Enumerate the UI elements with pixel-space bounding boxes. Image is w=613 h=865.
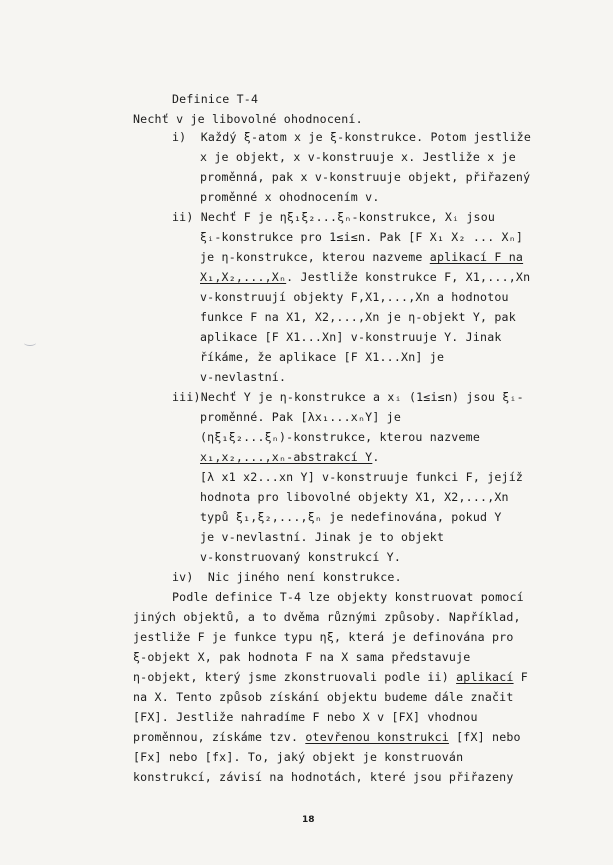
paragraph-line: ξ-objekt X, pak hodnota F na X sama představuje [133,650,471,664]
paragraph-line: [FX]. Jestliže nahradíme F nebo X v [FX] vhodnou [133,710,478,724]
paragraph-line: [Fx] nebo [fx]. To, jaký objekt je konstruován [133,750,464,764]
intro-line: Nechť v je libovolné ohodnocení. [133,112,363,126]
paragraph-text: [fX] nebo [448,730,521,744]
abstraction-term: x₁,x₂,...,xₙ-abstrakcí Y [200,450,373,464]
item-iii-line: iii)Nechť Y je η-konstrukce a xᵢ (1≤i≤n) jsou ξᵢ- [172,390,524,404]
item-iii-line: je v-nevlastní. Jinak je to objekt [200,530,445,544]
page-number: 18 [302,815,315,825]
item-ii-line [200,270,530,284]
application-args-term: X₁,X₂,...,Xₙ [200,270,287,284]
item-ii-line: funkce F na X1, X2,...,Xn je η-objekt Y, pak [200,310,516,324]
item-iii-text: . [372,450,380,464]
paragraph-line: jiných objektů, a to dvěma různými způsoby. Například, [133,610,521,624]
item-iii-line: typů ξ₁,ξ₂,...,ξₙ je nedefinována, pokud Y [200,510,502,524]
paragraph-line [133,670,528,684]
item-i-line: proměnná, pak x v-konstruuje objekt, přiřazený [200,170,531,184]
item-ii-line [200,250,523,264]
paragraph-text: proměnnou, získáme tzv. [133,730,306,744]
punch-hole-mark [24,340,36,346]
item-ii-line: ξᵢ-konstrukce pro 1≤i≤n. Pak [F X₁ X₂ ... Xₙ] [200,230,524,244]
paragraph-line: Podle definice T-4 lze objekty konstruovat pomocí [172,590,524,604]
paragraph-line: na X. Tento způsob získání objektu budeme dále značit [133,690,514,704]
item-i-line: x je objekt, x v-konstruuje x. Jestliže x je [200,150,516,164]
definition-heading: Definice T-4 [172,92,259,106]
item-iii-line: proměnné. Pak [λx₁...xₙY] je [200,410,402,424]
item-iv-line: iv) Nic jiného není konstrukce. [172,570,402,584]
item-i-line: i) Každý ξ-atom x je ξ-konstrukce. Potom jestliže [172,130,532,144]
item-ii-text: je η-konstrukce, kterou nazveme [200,250,430,264]
item-iii-line: [λ x1 x2...xn Y] v-konstruuje funkci F, jejíž [200,470,524,484]
item-iii-line: hodnota pro libovolné objekty X1, X2,...,Xn [200,490,509,504]
application-term: aplikací [456,670,514,684]
item-i-line: proměnné x ohodnocením v. [200,190,380,204]
item-ii-line: říkáme, že aplikace [F X1...Xn] je [200,350,445,364]
paragraph-line: jestliže F je funkce typu ηξ, která je definována pro [133,630,514,644]
item-iii-line: v-konstruovaný konstrukcí Y. [200,550,402,564]
item-ii-line: v-konstruují objekty F,X1,...,Xn a hodnotou [200,290,509,304]
paragraph-text: F [513,670,528,684]
paragraph-text: η-objekt, který jsme zkonstruovali podle ii) [133,670,457,684]
item-ii-line: ii) Nechť F je ηξ₁ξ₂...ξₙ-konstrukce, Xᵢ jsou [172,210,496,224]
item-iii-line: (ηξ₁ξ₂...ξₙ)-konstrukce, kterou nazveme [200,430,481,444]
paragraph-line: konstrukcí, závisí na hodnotách, které jsou přiřazeny [133,770,514,784]
item-ii-text: . Jestliže konstrukce F, X1,...,Xn [286,270,531,284]
item-ii-line: v-nevlastní. [200,370,287,384]
open-construction-term: otevřenou konstrukci [305,730,449,744]
item-ii-line: aplikace [F X1...Xn] v-konstruuje Y. Jinak [200,330,502,344]
item-iii-line [200,450,380,464]
application-term: aplikací F na [429,250,524,264]
paragraph-line [133,730,521,744]
